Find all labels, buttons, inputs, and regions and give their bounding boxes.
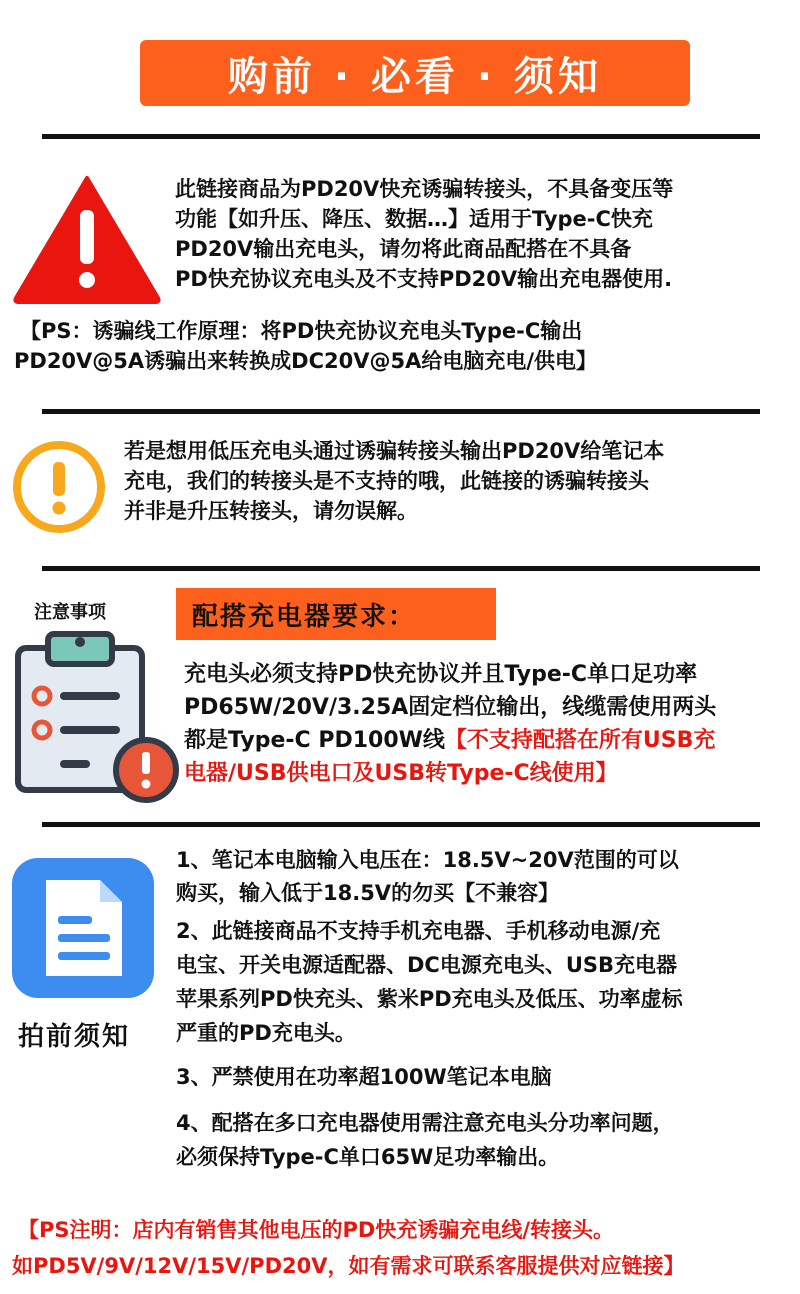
section3-line: 充电头必须支持PD快充协议并且Type-C单口足功率 (184, 662, 698, 687)
notice-item: 苹果系列PD快充头、紫米PD充电头及低压、功率虚标 (176, 987, 683, 1011)
section3-line-red: 【不支持配搭在所有USB充 (444, 728, 716, 753)
document-icon (12, 858, 154, 998)
page-title: 购前 · 必看 · 须知 (227, 53, 603, 100)
notice-item: 必须保持Type-C单口65W足功率输出。 (176, 1145, 560, 1169)
divider (42, 566, 760, 571)
clipboard-icon (12, 626, 180, 804)
charger-requirement-title: 配搭充电器要求： (192, 601, 417, 632)
notice-item: 购买，输入低于18.5V的勿买【不兼容】 (176, 881, 560, 905)
section3-line: PD65W/20V/3.25A固定档位输出，线缆需使用两头 (184, 695, 717, 720)
charger-requirement-tag (176, 588, 496, 640)
divider (42, 822, 760, 827)
notice-item: 2、此链接商品不支持手机充电器、手机移动电源/充 (176, 919, 661, 943)
section2-line: 若是想用低压充电头通过诱骗转接头输出PD20V给笔记本 (124, 439, 665, 463)
warning-triangle-icon (12, 172, 162, 304)
notice-item: 严重的PD充电头。 (176, 1021, 356, 1045)
section2-line: 并非是升压转接头，请勿误解。 (124, 499, 418, 523)
section3-line-black: 都是Type-C PD100W线 (184, 728, 445, 753)
notice-item: 电宝、开关电源适配器、DC电源充电头、USB充电器 (176, 953, 678, 977)
page-title-banner (140, 40, 690, 106)
section2-line: 充电，我们的转接头是不支持的哦，此链接的诱骗转接头 (124, 469, 649, 493)
section1-line: 此链接商品为PD20V快充诱骗转接头，不具备变压等 (175, 177, 674, 201)
section3-line-red: 电器/USB供电口及USB转Type-C线使用】 (184, 761, 618, 786)
divider (42, 409, 760, 414)
divider (42, 134, 760, 139)
pre-purchase-label: 拍前须知 (18, 1022, 131, 1052)
ps-principle-line: 【PS：诱骗线工作原理：将PD快充协议充电头Type-C输出 (20, 319, 583, 343)
section1-line: PD20V输出充电头，请勿将此商品配搭在不具备 (175, 237, 632, 261)
section1-line: 功能【如升压、降压、数据…】适用于Type-C快充 (175, 207, 653, 231)
section1-line: PD快充协议充电头及不支持PD20V输出充电器使用. (175, 267, 673, 291)
exclamation-circle-icon (12, 440, 106, 534)
notice-item: 1、笔记本电脑输入电压在：18.5V~20V范围的可以 (176, 848, 679, 872)
notice-item: 3、严禁使用在功率超100W笔记本电脑 (176, 1065, 552, 1089)
footer-ps-line: 如PD5V/9V/12V/15V/PD20V，如有需求可联系客服提供对应链接】 (12, 1254, 685, 1278)
ps-principle-line: PD20V@5A诱骗出来转换成DC20V@5A给电脑充电/供电】 (14, 349, 598, 373)
footer-ps-line: 【PS注明：店内有销售其他电压的PD快充诱骗充电线/转接头。 (18, 1218, 615, 1242)
notice-item: 4、配搭在多口充电器使用需注意充电头分功率问题， (176, 1111, 674, 1135)
notice-label: 注意事项 (34, 602, 106, 623)
